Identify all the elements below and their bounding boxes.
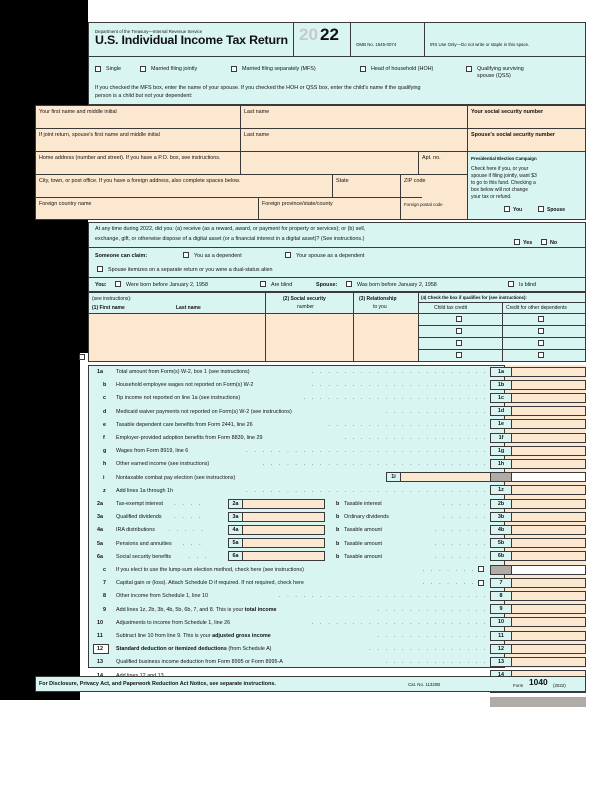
- lower-line-number: 8: [103, 593, 106, 600]
- paired-left-stub: 2a: [228, 499, 243, 509]
- line-1i-grey-stub: [490, 472, 512, 482]
- income-line-text: Add lines 1a through 1h: [116, 487, 173, 494]
- leader-dots: . . . . .: [168, 527, 206, 534]
- paired-line-number: 2a: [97, 501, 103, 507]
- line-amount-field[interactable]: [512, 631, 586, 641]
- pec-spouse-label: Spouse: [547, 207, 566, 213]
- line-amount-field[interactable]: [512, 604, 586, 614]
- mfs-note-line1: If you checked the MFS box, enter the name of your spouse. If you checked the HOH or QSS box, enter the child's name if the qualifying: [95, 85, 421, 91]
- leader-dots: . . .: [182, 540, 204, 547]
- pec-title: Presidential Election Campaign: [471, 156, 537, 161]
- pec-line4: box below will not change: [471, 187, 528, 193]
- paired-left-stub: 5a: [228, 538, 243, 548]
- paired-left-amount[interactable]: [243, 538, 325, 548]
- leader-dots: . . . . . . . . . . . . .: [385, 659, 488, 666]
- trailing-grey-amount: [512, 697, 586, 707]
- income-line-number: z: [103, 487, 106, 494]
- checkbox-dependent-3-ctc[interactable]: [456, 340, 462, 346]
- checkbox-married-jointly[interactable]: [140, 66, 146, 72]
- line-number-stub: 6b: [490, 551, 512, 561]
- income-line-number: c: [103, 395, 106, 402]
- label-zip: ZIP code: [404, 178, 426, 184]
- line-number-stub: 1b: [490, 380, 512, 390]
- line-amount-field[interactable]: [512, 525, 586, 535]
- checkbox-dependent-1-ctc[interactable]: [456, 316, 462, 322]
- income-line-number: d: [103, 408, 107, 415]
- line-number-stub: 9: [490, 604, 512, 614]
- paired-right-letter: b: [336, 540, 340, 547]
- line-1i-stub: 1i: [386, 472, 401, 482]
- left-margin-rule: [35, 248, 90, 250]
- footer-form-word: Form: [513, 683, 524, 688]
- pec-you-label: You: [513, 207, 523, 213]
- paired-right-letter: b: [336, 514, 340, 521]
- checkbox-pec-you[interactable]: [504, 206, 510, 212]
- leader-dots: . . . . . . . . . . . . . . . . . . . . . .: [311, 369, 488, 375]
- lower-line-text: If you elect to use the lump-sum election method, check here (see instructions): [116, 567, 304, 573]
- paired-line-left-text: Pensions and annuities: [116, 540, 172, 547]
- line-number-stub: 3b: [490, 512, 512, 522]
- paired-left-amount[interactable]: [243, 551, 325, 561]
- leader-dots: . . . . . . . . . . . . . . . . . . . . . . . . . . . . . .: [246, 448, 488, 455]
- line-number-stub: 4b: [490, 525, 512, 535]
- line-number-stub: 12: [490, 644, 512, 654]
- paired-right-letter: b: [336, 527, 340, 534]
- line-number-stub: 2b: [490, 499, 512, 509]
- lower-line-number: 12: [97, 646, 103, 653]
- paired-right-text: Taxable amount: [344, 540, 383, 547]
- lower-line-text: Adjustments to income from Schedule 1, line 26: [116, 619, 231, 626]
- spouse-blind-label: Is blind: [519, 282, 537, 288]
- line-number-stub: 1g: [490, 446, 512, 456]
- left-margin-block-bottom: [0, 668, 35, 700]
- line-amount-field[interactable]: [512, 617, 586, 627]
- checkbox-digital-no[interactable]: [541, 239, 547, 245]
- lower-line-number: 9: [103, 606, 106, 613]
- line-amount-field[interactable]: [512, 367, 586, 377]
- label-city: City, town, or post office. If you have a foreign address, also complete spaces below.: [39, 178, 241, 184]
- label-foreign-postal: Foreign postal code: [404, 202, 443, 207]
- line-amount-field[interactable]: [512, 393, 586, 403]
- lower-line-number: 13: [97, 659, 103, 666]
- income-line-text: Taxable dependent care benefits from Form 2441, line 26: [116, 421, 253, 428]
- line-amount-field[interactable]: [512, 657, 586, 667]
- label-your-ssn: Your social security number: [471, 109, 544, 115]
- leader-dots: . . . .: [174, 501, 203, 507]
- line-number-stub: 1z: [490, 485, 512, 495]
- filing-status-single: Single: [106, 66, 121, 72]
- left-margin-block-lower: [0, 220, 88, 353]
- label-foreign-province: Foreign province/state/county: [262, 201, 333, 207]
- checkbox-more-dependents[interactable]: [79, 354, 85, 360]
- paired-right-letter: b: [336, 553, 340, 560]
- checkbox-qss[interactable]: [466, 66, 472, 72]
- leader-dots: . . . . . . . . . . . . . . .: [369, 646, 488, 653]
- leader-dots: . . . . . . .: [434, 540, 488, 547]
- year-outline: 20: [299, 25, 318, 44]
- checkbox-digital-yes[interactable]: [514, 239, 520, 245]
- label-apt-no: Apt. no.: [422, 155, 441, 161]
- agency-line: Department of the Treasury—Internal Revenue Service: [95, 29, 203, 34]
- lower-line-number: 11: [97, 633, 103, 639]
- page-title: U.S. Individual Income Tax Return: [95, 33, 288, 47]
- checkbox-you-as-dependent[interactable]: [183, 252, 189, 258]
- line-amount-field[interactable]: [512, 380, 586, 390]
- leader-dots: . . . .: [174, 514, 203, 521]
- filing-status-qss: Qualifying surviving spouse (QSS): [477, 66, 524, 79]
- lower-line-text: Capital gain or (loss). Attach Schedule D if required. If not required, check here: [116, 580, 304, 587]
- leader-dots: . . . . . . .: [422, 580, 476, 587]
- checkbox-spouse-itemizes[interactable]: [97, 266, 103, 272]
- checkbox-head-of-household[interactable]: [360, 66, 366, 72]
- checkbox-married-separately[interactable]: [231, 66, 237, 72]
- left-margin-block-income: [0, 353, 80, 700]
- checkbox-spouse-born-before[interactable]: [346, 281, 352, 287]
- line-6c-grey-stub: [490, 565, 512, 575]
- leader-dots: . . . . . . . . . . . . . .: [377, 633, 488, 639]
- leader-dots: . . . . . . . . . . . . . . . . . .: [344, 435, 488, 441]
- income-line-number: i: [103, 474, 105, 481]
- digital-no-label: No: [550, 240, 558, 246]
- lower-line-text: Subtract line 10 from line 9. This is your adjusted gross income: [116, 633, 271, 639]
- line-6c-amount: [512, 565, 586, 575]
- line-number-stub: 11: [490, 631, 512, 641]
- line-number-stub: 5b: [490, 538, 512, 548]
- footer-cat-no: Cat. No. 11320B: [408, 682, 441, 687]
- leader-dots: . . . . . . . . . . . . . . . . . . . .: [328, 421, 488, 428]
- line-amount-field[interactable]: [512, 406, 586, 416]
- paired-right-text: Ordinary dividends: [344, 514, 389, 521]
- pec-line5: your tax or refund.: [471, 194, 512, 200]
- paired-left-stub: 6a: [228, 551, 243, 561]
- digital-assets-line1: At any time during 2022, did you: (a) receive (as a reward, award, or payment for property or services); or (b) sell,: [95, 226, 366, 232]
- income-line-text: Other earned income (see instructions): [116, 461, 210, 468]
- pec-line1: Check here if you, or your: [471, 166, 529, 172]
- line-amount-field[interactable]: [512, 446, 586, 456]
- income-line-text: Total amount from Form(s) W-2, box 1 (see instructions): [116, 369, 250, 375]
- checkbox-dependent-4-ctc[interactable]: [456, 352, 462, 358]
- dependents-col2-line1: (2) Social security: [283, 296, 326, 302]
- checkbox-dependent-2-odc[interactable]: [538, 328, 544, 334]
- line-number-stub: 7: [490, 578, 512, 588]
- income-line-text: Nontaxable combat pay election (see instructions): [116, 474, 236, 481]
- checkbox-dependent-1-odc[interactable]: [538, 316, 544, 322]
- pec-line3: to go to this fund. Checking a: [471, 180, 536, 186]
- line-number-stub: 1e: [490, 419, 512, 429]
- filing-status-hoh: Head of household (HOH): [371, 66, 434, 72]
- lower-line-text: Standard deduction or itemized deductions (from Schedule A): [116, 646, 272, 653]
- leader-dots: . . . . . . .: [422, 567, 476, 573]
- income-line-number: b: [103, 382, 107, 389]
- lower-line-number: 7: [103, 580, 106, 587]
- label-spouse-ssn: Spouse's social security number: [471, 132, 555, 138]
- spouse-label: Spouse:: [316, 282, 338, 288]
- paired-line-left-text: IRA distributions: [116, 527, 155, 534]
- paired-right-letter: b: [336, 501, 340, 507]
- label-spouse-last-name: Last name: [244, 132, 270, 138]
- year-bold: 22: [320, 25, 339, 44]
- line-amount-field[interactable]: [512, 644, 586, 654]
- income-line-number: f: [103, 435, 105, 441]
- dependents-entry-area: [89, 313, 418, 361]
- line-amount-field[interactable]: [512, 578, 586, 588]
- line-amount-field[interactable]: [512, 433, 586, 443]
- filing-status-married-jointly: Married filing jointly: [151, 66, 198, 72]
- line-number-stub: 1c: [490, 393, 512, 403]
- checkbox-pec-spouse[interactable]: [538, 206, 544, 212]
- income-line-number: e: [103, 421, 106, 428]
- paired-line-left-text: Tax-exempt interest: [116, 501, 164, 507]
- dependents-col1-first: (1) First name: [92, 305, 125, 311]
- dependents-col4-header: (4) Check the box if qualifies for (see instructions):: [421, 295, 527, 300]
- spouse-as-dependent-label: Your spouse as a dependent: [296, 253, 365, 259]
- left-margin-block-top: [0, 0, 88, 108]
- you-as-dependent-label: You as a dependent: [194, 253, 242, 259]
- checkbox-single[interactable]: [95, 66, 101, 72]
- line-amount-field[interactable]: [512, 419, 586, 429]
- lower-line-text: Add lines 1z, 2b, 3b, 4b, 5b, 6b, 7, and 8. This is your total income: [116, 606, 277, 613]
- label-home-address: Home address (number and street). If you have a P.O. box, see instructions.: [39, 155, 221, 161]
- checkbox-dependent-4-odc[interactable]: [538, 352, 544, 358]
- label-last-name: Last name: [244, 109, 270, 115]
- dependents-col2-line2: number: [297, 304, 314, 310]
- lower-line-text: Qualified business income deduction from Form 8995 or Form 8995-A: [116, 659, 283, 666]
- paired-line-left-text: Qualified dividends: [116, 514, 162, 521]
- line-number-stub: 1a: [490, 367, 512, 377]
- dependents-col1-last: Last name: [176, 305, 201, 311]
- you-label: You:: [95, 282, 107, 288]
- digital-assets-line2: exchange, gift, or otherwise dispose of a digital asset (or a financial interest in a digital asset)? (See instructions.): [95, 236, 365, 242]
- paired-left-stub: 3a: [228, 512, 243, 522]
- leader-dots: . . . . . . . . . . . . . .: [377, 606, 488, 613]
- line-amount-field[interactable]: [512, 485, 586, 495]
- paired-left-amount[interactable]: [243, 525, 325, 535]
- line-amount-field[interactable]: [512, 538, 586, 548]
- dependents-col3-line1: (3) Relationship: [359, 296, 397, 302]
- someone-can-claim-label: Someone can claim:: [95, 253, 148, 259]
- income-line-text: Tip income not reported on line 1a (see instructions): [116, 395, 241, 402]
- line-1i-entry[interactable]: [401, 472, 504, 482]
- you-blind-label: Are blind: [271, 282, 293, 288]
- line-number-stub: 1f: [490, 433, 512, 443]
- paired-line-number: 5a: [97, 540, 103, 547]
- line-1i-amount[interactable]: [512, 472, 586, 482]
- line-number-stub: 1h: [490, 459, 512, 469]
- line-amount-field[interactable]: [512, 551, 586, 561]
- paired-line-left-text: Social security benefits: [116, 553, 172, 560]
- you-born-label: Were born before January 2, 1958: [126, 282, 209, 288]
- paired-right-text: Taxable amount: [344, 527, 383, 534]
- income-line-number: h: [103, 461, 107, 468]
- label-foreign-country: Foreign country name: [39, 201, 92, 207]
- income-line-number: 1a: [97, 369, 103, 375]
- omb-number: OMB No. 1545-0074: [356, 42, 397, 47]
- income-line-text: Wages from Form 8919, line 6: [116, 448, 189, 455]
- footer-form-number: 1040: [529, 677, 548, 687]
- leader-dots: . . . . . . . . . . . . . . . . . . . . . .: [311, 382, 488, 389]
- dependents-col3-line2: to you: [373, 304, 387, 310]
- line-number-stub: 8: [490, 591, 512, 601]
- checkbox-dependent-3-odc[interactable]: [538, 340, 544, 346]
- income-line-text: Medicaid waiver payments not reported on Form(s) W-2 (see instructions): [116, 408, 292, 415]
- lower-line-text: Other income from Schedule 1, line 10: [116, 593, 208, 600]
- lower-line-number: c: [103, 567, 106, 573]
- line-number-stub: 10: [490, 617, 512, 627]
- label-spouse-first-name: If joint return, spouse's first name and middle initial: [39, 132, 160, 138]
- income-line-text: Employer-provided adoption benefits from Form 8839, line 29: [116, 435, 263, 441]
- leader-dots: . . . . . .: [442, 514, 488, 521]
- lower-line-checkbox[interactable]: [478, 580, 484, 586]
- paired-right-text: Taxable interest: [344, 501, 382, 507]
- paired-line-number: 3a: [97, 514, 103, 521]
- checkbox-you-blind[interactable]: [260, 281, 266, 287]
- leader-dots: . . . . . . .: [434, 553, 488, 560]
- paired-line-number: 4a: [97, 527, 103, 534]
- paired-right-text: Taxable amount: [344, 553, 383, 560]
- leader-dots: . . . . . . . . . . . . . . . . . . . . . . . . . . . .: [262, 461, 488, 468]
- income-line-number: g: [103, 448, 107, 455]
- line-amount-field[interactable]: [512, 459, 586, 469]
- line-amount-field[interactable]: [512, 499, 586, 509]
- footer-notice: For Disclosure, Privacy Act, and Paperwork Reduction Act Notice, see separate instructions.: [39, 681, 276, 687]
- mfs-note-line2: person is a child but not your dependent:: [95, 93, 193, 99]
- digital-yes-label: Yes: [523, 240, 533, 246]
- label-state: State: [336, 178, 349, 184]
- spouse-itemizes-label: Spouse itemizes on a separate return or you were a dual-status alien: [108, 267, 273, 273]
- lower-line-checkbox[interactable]: [478, 566, 484, 572]
- leader-dots: . . . . . . . . . . . . . . . . . . . . . . . . . . . . . .: [246, 487, 488, 494]
- line-amount-field[interactable]: [512, 591, 586, 601]
- footer-form-year: (2022): [553, 683, 566, 688]
- label-your-first-name: Your first name and middle initial: [39, 109, 117, 115]
- paired-left-amount[interactable]: [243, 512, 325, 522]
- paired-left-amount[interactable]: [243, 499, 325, 509]
- leader-dots: . . . . . .: [442, 501, 488, 507]
- dependents-col4a-header: Child tax credit: [434, 305, 468, 311]
- paired-line-number: 6a: [97, 553, 103, 560]
- left-margin-block-mid: [0, 108, 35, 220]
- paired-left-stub: 4a: [228, 525, 243, 535]
- dependents-see-instructions: (see instructions):: [92, 296, 132, 302]
- line-number-stub: 13: [490, 657, 512, 667]
- leader-dots: . . . . . . . . . . . . .: [385, 408, 488, 415]
- leader-dots: . . . . . . .: [434, 527, 488, 534]
- checkbox-you-born-before[interactable]: [115, 281, 121, 287]
- line-number-stub: 1d: [490, 406, 512, 416]
- trailing-grey-stub: [490, 697, 512, 707]
- irs-use-only: IRS Use Only—Do not write or staple in this space.: [430, 42, 530, 47]
- spouse-born-label: Was born before January 2, 1958: [357, 282, 437, 288]
- checkbox-spouse-blind[interactable]: [508, 281, 514, 287]
- lower-line-number: 10: [97, 619, 103, 626]
- line-amount-field[interactable]: [512, 512, 586, 522]
- income-line-text: Household employee wages not reported on Form(s) W-2: [116, 382, 254, 389]
- filing-status-married-separately: Married filing separately (MFS): [242, 66, 316, 72]
- pec-line2: spouse if filing jointly, want $3: [471, 173, 537, 179]
- leader-dots: . . .: [188, 553, 209, 560]
- checkbox-dependent-2-ctc[interactable]: [456, 328, 462, 334]
- checkbox-spouse-as-dependent[interactable]: [285, 252, 291, 258]
- dependents-col4b-header: Credit for other dependents: [506, 305, 567, 311]
- leader-dots: . . . . . . . . . . . . . . . . . . . . . . . . . .: [279, 593, 488, 600]
- leader-dots: . . . . . . . . . . . . . . . . . . . . . .: [311, 619, 488, 626]
- leader-dots: . . . . . . . . . . . . . . . . . . . . . . .: [303, 395, 488, 402]
